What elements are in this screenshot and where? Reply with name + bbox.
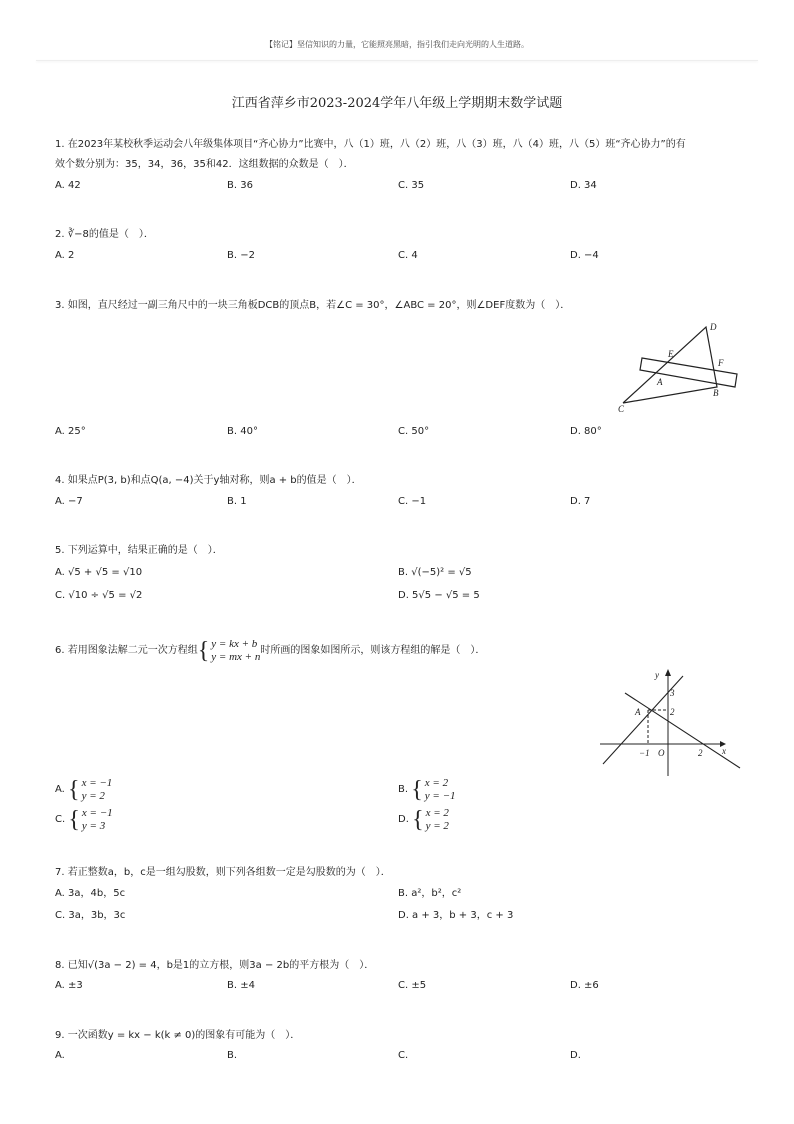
line: x = 2 — [424, 777, 449, 789]
question-9-stem: 9. 一次函数y = kx − k(k ≠ 0)的图象有可能为（ ）． — [55, 1030, 301, 1041]
question-9-option-c[interactable]: C. — [398, 1050, 409, 1061]
question-6-option-b[interactable] — [398, 777, 456, 803]
question-5-option-d[interactable]: D. 5√5 − √5 = 5 — [398, 590, 480, 601]
brace-icon: { — [411, 777, 423, 803]
label-y: y — [655, 670, 659, 680]
tick-2-x: 2 — [698, 748, 703, 758]
question-4-option-a[interactable]: A. −7 — [55, 496, 83, 507]
question-3-option-a[interactable]: A. 25° — [55, 426, 86, 437]
question-3-stem: 3. 如图，直尺经过一副三角尺中的一块三角板DCB的顶点B，若∠C = 30°，∠ABC = 20°，则∠DEF度数为（ ）． — [55, 300, 571, 311]
question-4-option-d[interactable]: D. 7 — [570, 496, 591, 507]
question-4-stem: 4. 如果点P(3, b)和点Q(a, −4)关于y轴对称，则a + b的值是（ ）． — [55, 475, 362, 486]
question-5-option-b[interactable]: B. √(−5)² = √5 — [398, 567, 472, 578]
brace-icon: { — [412, 807, 424, 833]
question-3-option-b[interactable]: B. 40° — [227, 426, 258, 437]
question-6-figure-graph — [598, 668, 773, 778]
line: y = −1 — [424, 790, 456, 802]
label-x: x — [722, 746, 726, 756]
question-9-option-d[interactable]: D. — [570, 1050, 581, 1061]
question-1-option-a[interactable]: A. 42 — [55, 180, 81, 191]
question-3-option-c[interactable]: C. 50° — [398, 426, 430, 437]
question-3-figure-triangle-ruler — [610, 320, 745, 415]
question-4-option-b[interactable]: B. 1 — [227, 496, 247, 507]
question-2-option-c[interactable]: C. 4 — [398, 250, 418, 261]
question-2-option-d[interactable]: D. −4 — [570, 250, 599, 261]
y-axis-arrow-icon — [665, 669, 671, 676]
label-f: F — [718, 358, 724, 368]
label-origin: O — [658, 748, 665, 758]
line: y = 2 — [425, 820, 449, 832]
question-6-stem-pre: 6. 若用图象法解二元一次方程组 — [55, 645, 198, 656]
question-1-option-c[interactable]: C. 35 — [398, 180, 425, 191]
question-6-equation-system — [198, 638, 261, 664]
option-system — [412, 807, 449, 833]
question-6-stem-post: 时所画的图象如图所示，则该方程组的解是（ ）． — [260, 645, 486, 656]
question-6-stem — [55, 638, 485, 664]
equation-2: y = mx + n — [211, 651, 261, 663]
option-system — [411, 777, 455, 803]
question-8-option-c[interactable]: C. ±5 — [398, 980, 427, 991]
page-title: 江西省萍乡市2023-2024学年八年级上学期期末数学试题 — [231, 96, 563, 111]
label-b: B — [713, 388, 719, 398]
option-system — [68, 777, 112, 803]
label-c: C — [618, 404, 625, 414]
tick-neg1: −1 — [639, 748, 650, 758]
equation-1: y = kx + b — [211, 638, 258, 650]
brace-icon: { — [68, 777, 80, 803]
tick-2-y: 2 — [670, 707, 675, 717]
question-8-option-a[interactable]: A. ±3 — [55, 980, 83, 991]
question-1-stem-line1: 1. 在2023年某校秋季运动会八年级集体项目“齐心协力”比赛中，八（1）班，八（2）班，八（3）班，八（4）班，八（5）班“齐心协力”的有 — [55, 139, 686, 150]
question-7-option-a[interactable]: A. 3a，4b，5c — [55, 888, 126, 899]
label-e: E — [668, 349, 674, 359]
label-d: D — [710, 322, 717, 332]
brace-icon: { — [68, 807, 80, 833]
line: x = 2 — [425, 807, 449, 819]
question-8-stem: 8. 已知√(3a − 2) = 4，b是1的立方根，则3a − 2b的平方根为（ ）． — [55, 960, 375, 971]
question-6-option-a[interactable] — [55, 777, 112, 803]
question-1-option-d[interactable]: D. 34 — [570, 180, 597, 191]
question-2-stem: 2. ∛−8的值是（ ）． — [55, 229, 154, 240]
option-system — [68, 807, 112, 833]
triangle-dcb — [623, 327, 717, 403]
question-2-option-b[interactable]: B. −2 — [227, 250, 255, 261]
question-9-option-a[interactable]: A. — [55, 1050, 65, 1061]
line: x = −1 — [81, 807, 113, 819]
question-4-option-c[interactable]: C. −1 — [398, 496, 427, 507]
option-label: A. — [55, 784, 65, 795]
option-label: B. — [398, 784, 409, 795]
question-8-option-d[interactable]: D. ±6 — [570, 980, 599, 991]
question-5-option-c[interactable]: C. √10 ÷ √5 = √2 — [55, 590, 143, 601]
label-a: A — [657, 377, 663, 387]
line: y = 2 — [81, 790, 105, 802]
question-5-option-a[interactable]: A. √5 + √5 = √10 — [55, 567, 143, 578]
brace-icon: { — [197, 638, 210, 664]
question-1-stem-line2: 效个数分别为：35，34，36，35和42．这组数据的众数是（ ）． — [55, 159, 354, 170]
question-9-option-b[interactable]: B. — [227, 1050, 238, 1061]
question-7-stem: 7. 若正整数a，b，c是一组勾股数，则下列各组数一定是勾股数的为（ ）． — [55, 867, 391, 878]
tick-3: 3 — [670, 688, 675, 698]
option-label: C. — [55, 814, 66, 825]
option-label: D. — [398, 814, 409, 825]
line: x = −1 — [81, 777, 113, 789]
question-5-stem: 5. 下列运算中，结果正确的是（ ）． — [55, 545, 223, 556]
question-3-option-d[interactable]: D. 80° — [570, 426, 602, 437]
question-7-option-c[interactable]: C. 3a，3b，3c — [55, 910, 126, 921]
label-a: A — [635, 707, 641, 717]
question-7-option-b[interactable]: B. a²，b²，c² — [398, 888, 462, 899]
question-1-option-b[interactable]: B. 36 — [227, 180, 253, 191]
line: y = 3 — [81, 820, 106, 832]
question-8-option-b[interactable]: B. ±4 — [227, 980, 255, 991]
header-motto: 【铭记】坚信知识的力量，它能照亮黑暗，指引我们走向光明的人生道路。 — [265, 40, 529, 49]
question-6-option-c[interactable] — [55, 807, 113, 833]
question-6-option-d[interactable] — [398, 807, 449, 833]
header-divider — [36, 60, 758, 61]
question-2-option-a[interactable]: A. 2 — [55, 250, 75, 261]
question-7-option-d[interactable]: D. a + 3，b + 3，c + 3 — [398, 910, 514, 921]
